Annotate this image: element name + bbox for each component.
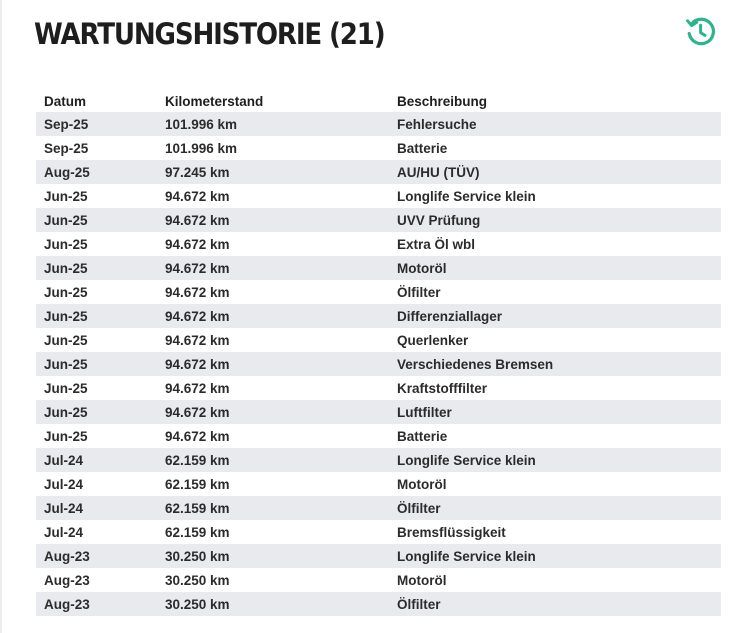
column-header-date: Datum — [44, 93, 87, 109]
cell-mileage: 101.996 km — [165, 116, 238, 132]
cell-mileage: 94.672 km — [165, 212, 230, 228]
cell-description: Querlenker — [397, 332, 469, 348]
cell-description: Motoröl — [397, 260, 447, 276]
cell-mileage: 101.996 km — [165, 140, 238, 156]
page-title: WARTUNGSHISTORIE (21) — [34, 17, 385, 51]
cell-date: Jul-24 — [44, 524, 84, 540]
cell-description: Extra Öl wbl — [397, 236, 476, 252]
cell-description: UVV Prüfung — [397, 212, 481, 228]
cell-description: Batterie — [397, 140, 448, 156]
cell-mileage: 62.159 km — [165, 500, 230, 516]
cell-date: Jun-25 — [44, 332, 88, 348]
cell-description: Kraftstofffilter — [397, 380, 487, 396]
table-row — [36, 184, 721, 208]
table-row — [36, 400, 721, 424]
cell-date: Jun-25 — [44, 260, 88, 276]
cell-description: Fehlersuche — [397, 116, 477, 132]
table-row — [36, 112, 721, 136]
cell-date: Aug-23 — [44, 596, 90, 612]
cell-description: Luftfilter — [397, 404, 452, 420]
table-row — [36, 136, 721, 160]
cell-date: Jun-25 — [44, 236, 88, 252]
cell-date: Jun-25 — [44, 212, 88, 228]
table-row — [36, 568, 721, 592]
table-body — [36, 112, 721, 616]
table-row — [36, 496, 721, 520]
table-row — [36, 304, 721, 328]
cell-description: AU/HU (TÜV) — [397, 164, 480, 180]
cell-description: Bremsflüssigkeit — [397, 524, 506, 540]
cell-date: Jul-24 — [44, 500, 84, 516]
table-row — [36, 424, 721, 448]
cell-date: Aug-23 — [44, 572, 90, 588]
cell-date: Jun-25 — [44, 428, 88, 444]
table-row — [36, 208, 721, 232]
cell-mileage: 30.250 km — [165, 572, 230, 588]
cell-mileage: 62.159 km — [165, 476, 230, 492]
cell-date: Jun-25 — [44, 404, 88, 420]
cell-date: Jun-25 — [44, 188, 88, 204]
history-restore-icon — [684, 14, 718, 48]
cell-description: Longlife Service klein — [397, 452, 536, 468]
cell-mileage: 62.159 km — [165, 524, 230, 540]
cell-date: Aug-23 — [44, 548, 90, 564]
table-row — [36, 472, 721, 496]
cell-mileage: 94.672 km — [165, 308, 230, 324]
cell-description: Verschiedenes Bremsen — [397, 356, 554, 372]
cell-mileage: 94.672 km — [165, 380, 230, 396]
cell-date: Jul-24 — [44, 476, 84, 492]
cell-date: Sep-25 — [44, 140, 89, 156]
cell-mileage: 94.672 km — [165, 428, 230, 444]
column-header-mileage: Kilometerstand — [165, 93, 264, 109]
history-button[interactable] — [684, 14, 718, 48]
table-header-row — [36, 90, 721, 112]
cell-description: Motoröl — [397, 476, 447, 492]
cell-mileage: 94.672 km — [165, 260, 230, 276]
cell-description: Differenziallager — [397, 308, 503, 324]
cell-date: Jun-25 — [44, 380, 88, 396]
cell-description: Ölfilter — [397, 596, 441, 612]
cell-mileage: 97.245 km — [165, 164, 230, 180]
cell-mileage: 30.250 km — [165, 596, 230, 612]
cell-description: Motoröl — [397, 572, 447, 588]
cell-mileage: 94.672 km — [165, 188, 230, 204]
cell-date: Jul-24 — [44, 452, 84, 468]
cell-mileage: 30.250 km — [165, 548, 230, 564]
cell-mileage: 94.672 km — [165, 284, 230, 300]
table-row — [36, 256, 721, 280]
table-row — [36, 592, 721, 616]
cell-date: Aug-25 — [44, 164, 90, 180]
cell-description: Batterie — [397, 428, 448, 444]
cell-description: Longlife Service klein — [397, 188, 536, 204]
table-row — [36, 520, 721, 544]
cell-mileage: 94.672 km — [165, 236, 230, 252]
column-header-description: Beschreibung — [397, 93, 488, 109]
cell-description: Ölfilter — [397, 500, 441, 516]
cell-date: Jun-25 — [44, 308, 88, 324]
cell-description: Ölfilter — [397, 284, 441, 300]
cell-date: Sep-25 — [44, 116, 89, 132]
table-row — [36, 376, 721, 400]
cell-mileage: 94.672 km — [165, 356, 230, 372]
table-row — [36, 328, 721, 352]
table-row — [36, 352, 721, 376]
table-row — [36, 544, 721, 568]
cell-date: Jun-25 — [44, 356, 88, 372]
table-row — [36, 448, 721, 472]
maintenance-table — [36, 90, 721, 616]
cell-mileage: 94.672 km — [165, 332, 230, 348]
cell-mileage: 62.159 km — [165, 452, 230, 468]
cell-date: Jun-25 — [44, 284, 88, 300]
cell-mileage: 94.672 km — [165, 404, 230, 420]
cell-description: Longlife Service klein — [397, 548, 536, 564]
table-row — [36, 160, 721, 184]
table-row — [36, 280, 721, 304]
table-row — [36, 232, 721, 256]
